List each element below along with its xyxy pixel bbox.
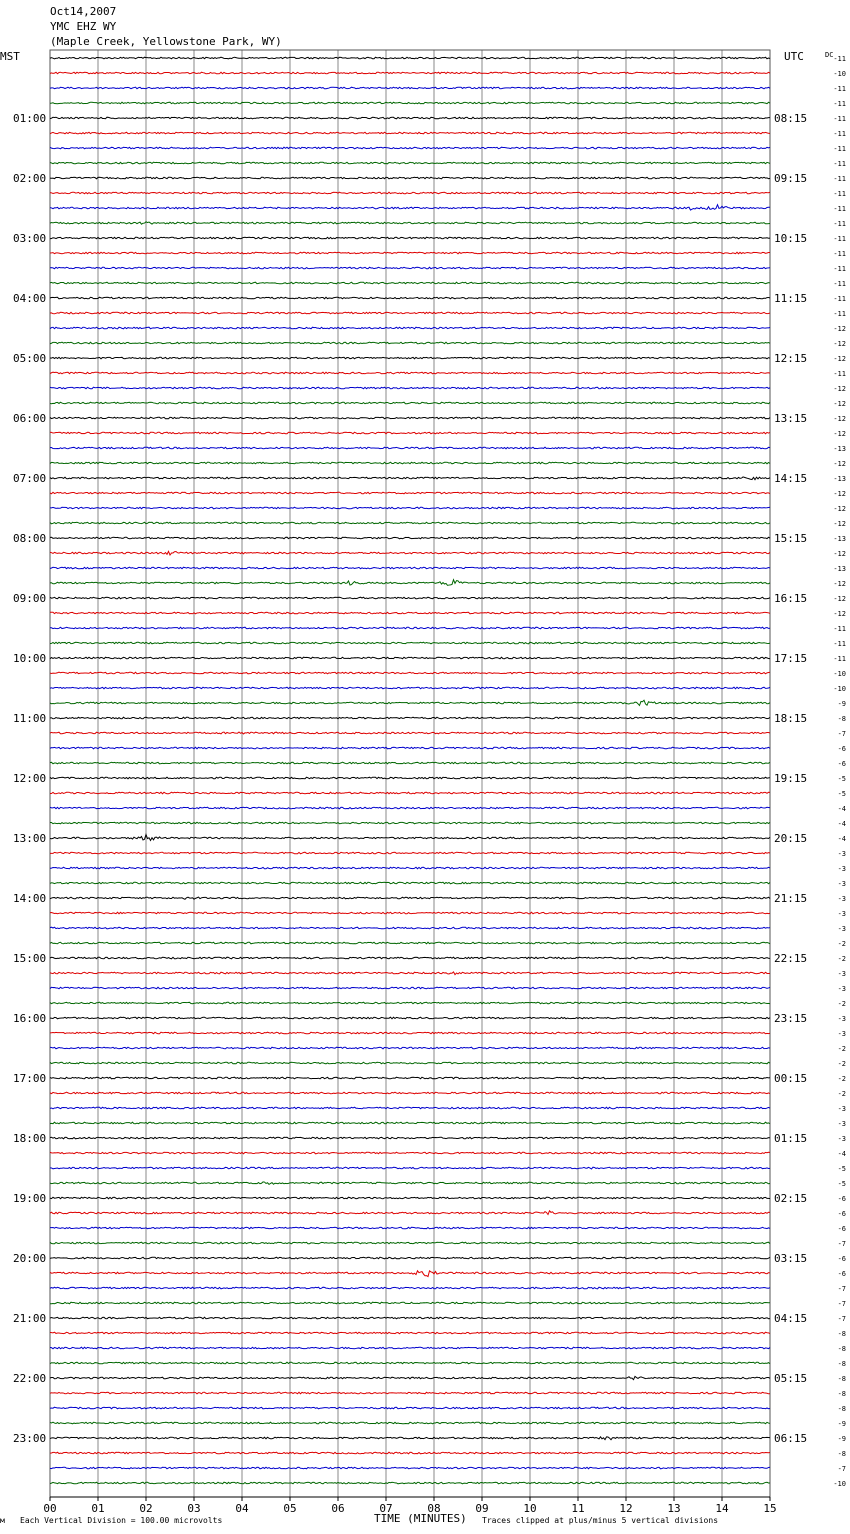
- seismic-trace: [50, 672, 770, 674]
- dc-offset-label: -8: [837, 1330, 846, 1338]
- x-tick-label: 01: [91, 1502, 105, 1515]
- dc-offset-label: -12: [833, 415, 846, 423]
- seismic-trace: [50, 867, 770, 869]
- hour-label-right: 14:15: [774, 472, 808, 485]
- dc-offset-label: -3: [837, 1120, 846, 1128]
- seismic-trace: [50, 1332, 770, 1334]
- dc-offset-label: -11: [833, 145, 846, 153]
- seismic-trace: [50, 87, 770, 89]
- x-axis-title: TIME (MINUTES): [374, 1512, 467, 1525]
- dc-offset-label: -3: [837, 1105, 846, 1113]
- hour-label-right: 08:15: [774, 112, 808, 125]
- hour-label-left: 02:00: [13, 172, 47, 185]
- seismic-trace: [50, 1257, 770, 1259]
- seismic-trace: [50, 1302, 770, 1304]
- seismic-trace: [50, 282, 770, 284]
- seismic-trace: [50, 1347, 770, 1349]
- seismic-trace: [50, 957, 770, 959]
- dc-offset-label: -4: [837, 820, 846, 828]
- seismic-trace: [50, 1002, 770, 1004]
- x-tick-label: 14: [715, 1502, 729, 1515]
- dc-offset-label: -7: [837, 1285, 846, 1293]
- hour-label-left: 12:00: [13, 772, 47, 785]
- dc-offset-label: -2: [837, 1060, 846, 1068]
- seismic-trace: [50, 747, 770, 749]
- seismic-trace: [50, 192, 770, 194]
- seismic-trace: [50, 972, 770, 975]
- seismic-trace: [50, 1047, 770, 1049]
- hour-label-right: 11:15: [774, 292, 808, 305]
- dc-offset-label: -9: [837, 1435, 846, 1443]
- dc-offset-label: -3: [837, 850, 846, 858]
- seismic-trace: [50, 732, 770, 734]
- dc-offset-label: -12: [833, 505, 846, 513]
- station-code: YMC EHZ WY: [50, 20, 117, 33]
- seismic-trace: [50, 297, 770, 299]
- seismic-trace: [50, 147, 770, 149]
- seismic-trace: [50, 117, 770, 119]
- hour-label-left: 13:00: [13, 832, 47, 845]
- dc-offset-label: -7: [837, 1315, 846, 1323]
- seismic-trace: [50, 762, 770, 764]
- seismic-trace: [50, 1032, 770, 1034]
- seismic-trace: [50, 1392, 770, 1394]
- seismic-trace: [50, 1137, 770, 1139]
- hour-label-left: 19:00: [13, 1192, 47, 1205]
- seismic-trace: [50, 402, 770, 404]
- left-timezone: MST: [0, 50, 20, 63]
- seismic-trace: [50, 177, 770, 179]
- dc-offset-label: -8: [837, 1345, 846, 1353]
- hour-label-left: 09:00: [13, 592, 47, 605]
- dc-offset-label: -11: [833, 250, 846, 258]
- dc-offset-label: -3: [837, 1015, 846, 1023]
- right-timezone: UTC: [784, 50, 804, 63]
- hour-label-right: 00:15: [774, 1072, 808, 1085]
- seismic-trace: [50, 237, 770, 239]
- dc-offset-label: -4: [837, 835, 846, 843]
- clip-note: Traces clipped at plus/minus 5 vertical divisions: [482, 1516, 719, 1525]
- x-tick-label: 11: [571, 1502, 585, 1515]
- seismic-trace: [50, 477, 770, 480]
- dc-offset-label: -7: [837, 1300, 846, 1308]
- dc-offset-label: -3: [837, 1030, 846, 1038]
- dc-offset-label: -12: [833, 520, 846, 528]
- dc-offset-label: -6: [837, 760, 846, 768]
- dc-offset-label: -6: [837, 1195, 846, 1203]
- dc-offset-label: -5: [837, 775, 846, 783]
- dc-offset-label: -11: [833, 655, 846, 663]
- seismic-trace: [50, 1182, 770, 1184]
- seismic-trace: [50, 567, 770, 569]
- seismic-trace: [50, 822, 770, 824]
- hour-label-right: 22:15: [774, 952, 808, 965]
- seismic-trace: [50, 432, 770, 434]
- hour-label-left: 05:00: [13, 352, 47, 365]
- dc-offset-label: -12: [833, 355, 846, 363]
- hour-label-right: 19:15: [774, 772, 808, 785]
- dc-offset-label: -3: [837, 910, 846, 918]
- seismic-trace: [50, 1376, 770, 1379]
- trace-lines: [50, 57, 770, 1484]
- seismic-trace: [50, 462, 770, 464]
- seismic-trace: [50, 327, 770, 329]
- x-tick-label: 13: [667, 1502, 681, 1515]
- dc-offset-label: -3: [837, 985, 846, 993]
- seismic-trace: [50, 57, 770, 59]
- hour-label-right: 01:15: [774, 1132, 808, 1145]
- seismic-trace: [50, 1107, 770, 1109]
- seismic-trace: [50, 1422, 770, 1424]
- dc-offset-label: -8: [837, 1405, 846, 1413]
- seismic-trace: [50, 222, 770, 224]
- seismic-trace: [50, 1017, 770, 1019]
- minute-grid: [50, 50, 770, 1497]
- dc-offset-label: -11: [833, 115, 846, 123]
- dc-offset-label: -11: [833, 310, 846, 318]
- seismic-trace: [50, 1407, 770, 1409]
- dc-offset-label: -3: [837, 925, 846, 933]
- seismic-trace: [50, 1077, 770, 1079]
- dc-offset-label: -8: [837, 1450, 846, 1458]
- dc-offset-label: -6: [837, 745, 846, 753]
- hour-label-left: 22:00: [13, 1372, 47, 1385]
- dc-offset-label: -12: [833, 340, 846, 348]
- plot-date: Oct14,2007: [50, 5, 117, 18]
- scale-mark-icon: м: [0, 1516, 5, 1525]
- hour-label-left: 14:00: [13, 892, 47, 905]
- hour-label-left: 08:00: [13, 532, 47, 545]
- dc-offset-label: -12: [833, 610, 846, 618]
- seismic-trace: [50, 252, 770, 254]
- seismic-trace: [50, 1317, 770, 1319]
- hour-label-left: 10:00: [13, 652, 47, 665]
- dc-offset-label: -11: [833, 265, 846, 273]
- dc-offset-label: -8: [837, 1390, 846, 1398]
- seismic-trace: [50, 942, 770, 944]
- hour-label-right: 21:15: [774, 892, 808, 905]
- seismic-trace: [50, 657, 770, 659]
- hour-label-right: 23:15: [774, 1012, 808, 1025]
- dc-offset-label: -13: [833, 475, 846, 483]
- seismic-trace: [50, 717, 770, 719]
- seismic-trace: [50, 1197, 770, 1199]
- dc-offset-label: -10: [833, 670, 846, 678]
- dc-offset-label: -10: [833, 1480, 846, 1488]
- seismic-trace: [50, 1122, 770, 1124]
- station-location: (Maple Creek, Yellowstone Park, WY): [50, 35, 282, 48]
- seismic-trace: [50, 852, 770, 854]
- seismic-trace: [50, 522, 770, 524]
- dc-offset-label: -5: [837, 1165, 846, 1173]
- hour-label-left: 04:00: [13, 292, 47, 305]
- hour-label-right: 18:15: [774, 712, 808, 725]
- hour-label-right: 05:15: [774, 1372, 808, 1385]
- seismic-trace: [50, 1167, 770, 1169]
- dc-offset-label: -2: [837, 1045, 846, 1053]
- seismic-trace: [50, 205, 770, 210]
- seismic-trace: [50, 1287, 770, 1289]
- dc-offset-label: -3: [837, 865, 846, 873]
- hour-label-right: 13:15: [774, 412, 808, 425]
- dc-offset-label: -11: [833, 280, 846, 288]
- hour-label-right: 03:15: [774, 1252, 808, 1265]
- hour-label-right: 12:15: [774, 352, 808, 365]
- hour-label-left: 06:00: [13, 412, 47, 425]
- x-tick-label: 06: [331, 1502, 345, 1515]
- dc-offset-label: -10: [833, 685, 846, 693]
- hour-label-left: 21:00: [13, 1312, 47, 1325]
- seismic-trace: [50, 387, 770, 389]
- dc-offset-label: -8: [837, 715, 846, 723]
- dc-offset-label: -12: [833, 385, 846, 393]
- dc-offset-label: -11: [833, 160, 846, 168]
- seismic-trace: [50, 447, 770, 449]
- dc-offset-label: -11: [833, 640, 846, 648]
- seismic-trace: [50, 507, 770, 509]
- seismic-trace: [50, 1062, 770, 1064]
- plot-frame: [50, 50, 770, 1497]
- seismic-trace: [50, 312, 770, 314]
- x-tick-label: 02: [139, 1502, 153, 1515]
- dc-offset-label: -12: [833, 580, 846, 588]
- dc-offset-label: -4: [837, 1150, 846, 1158]
- hour-label-right: 20:15: [774, 832, 808, 845]
- seismic-trace: [50, 492, 770, 494]
- dc-offset-label: -5: [837, 1180, 846, 1188]
- hour-label-left: 16:00: [13, 1012, 47, 1025]
- dc-offset-label: -11: [833, 85, 846, 93]
- dc-offset-label: -12: [833, 430, 846, 438]
- dc-offset-label: -9: [837, 700, 846, 708]
- dc-offset-label: -2: [837, 1090, 846, 1098]
- dc-offset-label: -2: [837, 940, 846, 948]
- dc-offset-label: -11: [833, 235, 846, 243]
- seismic-trace: [50, 1362, 770, 1364]
- dc-offset-label: -12: [833, 595, 846, 603]
- seismic-trace: [50, 792, 770, 794]
- dc-offset-label: -8: [837, 1360, 846, 1368]
- dc-offset-label: -6: [837, 1210, 846, 1218]
- dc-offset-label: -9: [837, 1420, 846, 1428]
- seismic-trace: [50, 1437, 770, 1440]
- seismic-trace: [50, 1467, 770, 1469]
- seismic-trace: [50, 627, 770, 629]
- dc-offset-label: -13: [833, 445, 846, 453]
- dc-offset-label: -6: [837, 1225, 846, 1233]
- seismic-trace: [50, 597, 770, 599]
- hour-label-left: 01:00: [13, 112, 47, 125]
- x-tick-label: 07: [379, 1502, 393, 1515]
- seismic-trace: [50, 102, 770, 104]
- seismic-trace: [50, 987, 770, 989]
- seismic-trace: [50, 700, 770, 705]
- dc-offset-label: -13: [833, 535, 846, 543]
- seismic-trace: [50, 777, 770, 779]
- dc-offset-label: -13: [833, 565, 846, 573]
- seismic-trace: [50, 551, 770, 555]
- seismic-trace: [50, 1452, 770, 1454]
- dc-header: DC: [825, 51, 834, 59]
- hour-label-left: 18:00: [13, 1132, 47, 1145]
- dc-offset-label: -8: [837, 1375, 846, 1383]
- seismic-trace: [50, 1211, 770, 1215]
- seismic-trace: [50, 1227, 770, 1229]
- hour-label-right: 02:15: [774, 1192, 808, 1205]
- dc-offset-label: -6: [837, 1255, 846, 1263]
- dc-offset-label: -2: [837, 1000, 846, 1008]
- dc-offset-label: -11: [833, 100, 846, 108]
- dc-offset-label: -12: [833, 550, 846, 558]
- seismic-trace: [50, 897, 770, 899]
- x-tick-label: 12: [619, 1502, 633, 1515]
- hour-label-right: 10:15: [774, 232, 808, 245]
- x-tick-label: 09: [475, 1502, 489, 1515]
- dc-offset-label: -11: [833, 190, 846, 198]
- hour-label-left: 11:00: [13, 712, 47, 725]
- hour-label-left: 03:00: [13, 232, 47, 245]
- hour-label-right: 09:15: [774, 172, 808, 185]
- dc-offset-label: -12: [833, 490, 846, 498]
- dc-offset-label: -12: [833, 400, 846, 408]
- hour-label-left: 07:00: [13, 472, 47, 485]
- x-tick-label: 00: [43, 1502, 57, 1515]
- dc-offset-label: -3: [837, 970, 846, 978]
- dc-offset-label: -3: [837, 1135, 846, 1143]
- seismic-trace: [50, 132, 770, 134]
- seismic-trace: [50, 357, 770, 359]
- seismic-trace: [50, 580, 770, 586]
- seismic-trace: [50, 835, 770, 841]
- seismic-trace: [50, 882, 770, 884]
- dc-offset-label: -11: [833, 130, 846, 138]
- seismic-trace: [50, 162, 770, 164]
- hour-label-left: 15:00: [13, 952, 47, 965]
- seismic-trace: [50, 1482, 770, 1484]
- dc-offset-label: -3: [837, 880, 846, 888]
- x-tick-label: 10: [523, 1502, 537, 1515]
- hour-label-right: 16:15: [774, 592, 808, 605]
- seismic-trace: [50, 72, 770, 74]
- dc-offset-label: -2: [837, 1075, 846, 1083]
- seismic-trace: [50, 1271, 770, 1277]
- scale-note: Each Vertical Division = 100.00 microvolts: [20, 1516, 223, 1525]
- dc-offset-label: -10: [833, 70, 846, 78]
- dc-offset-label: -11: [833, 205, 846, 213]
- x-tick-label: 04: [235, 1502, 249, 1515]
- seismic-trace: [50, 612, 770, 614]
- hour-label-left: 20:00: [13, 1252, 47, 1265]
- hour-label-right: 04:15: [774, 1312, 808, 1325]
- seismic-trace: [50, 1242, 770, 1244]
- dc-offset-label: -11: [833, 370, 846, 378]
- seismic-trace: [50, 372, 770, 374]
- x-tick-label: 05: [283, 1502, 297, 1515]
- hour-label-right: 06:15: [774, 1432, 808, 1445]
- seismic-trace: [50, 417, 770, 419]
- seismic-trace: [50, 687, 770, 689]
- seismic-trace: [50, 807, 770, 809]
- x-tick-label: 03: [187, 1502, 201, 1515]
- hour-label-left: 23:00: [13, 1432, 47, 1445]
- hour-label-left: 17:00: [13, 1072, 47, 1085]
- seismic-trace: [50, 342, 770, 344]
- x-tick-label: 08: [427, 1502, 441, 1515]
- dc-offset-label: -11: [833, 625, 846, 633]
- seismic-trace: [50, 642, 770, 644]
- hour-label-right: 15:15: [774, 532, 808, 545]
- dc-offset-label: -11: [833, 175, 846, 183]
- dc-offset-label: -7: [837, 1240, 846, 1248]
- seismic-trace: [50, 267, 770, 269]
- seismic-trace: [50, 912, 770, 914]
- hour-label-right: 17:15: [774, 652, 808, 665]
- x-tick-label: 15: [763, 1502, 777, 1515]
- seismic-trace: [50, 927, 770, 929]
- dc-offset-label: -4: [837, 805, 846, 813]
- dc-offset-label: -11: [833, 295, 846, 303]
- seismic-trace: [50, 537, 770, 539]
- dc-offset-label: -3: [837, 895, 846, 903]
- dc-offset-label: -12: [833, 460, 846, 468]
- dc-offset-label: -12: [833, 325, 846, 333]
- dc-offset-label: -7: [837, 1465, 846, 1473]
- dc-offset-label: -11: [833, 55, 846, 63]
- dc-offset-labels: [833, 55, 846, 1488]
- dc-offset-label: -2: [837, 955, 846, 963]
- dc-offset-label: -5: [837, 790, 846, 798]
- dc-offset-label: -6: [837, 1270, 846, 1278]
- seismic-trace: [50, 1092, 770, 1094]
- dc-offset-label: -11: [833, 220, 846, 228]
- seismic-trace: [50, 1152, 770, 1154]
- dc-offset-label: -7: [837, 730, 846, 738]
